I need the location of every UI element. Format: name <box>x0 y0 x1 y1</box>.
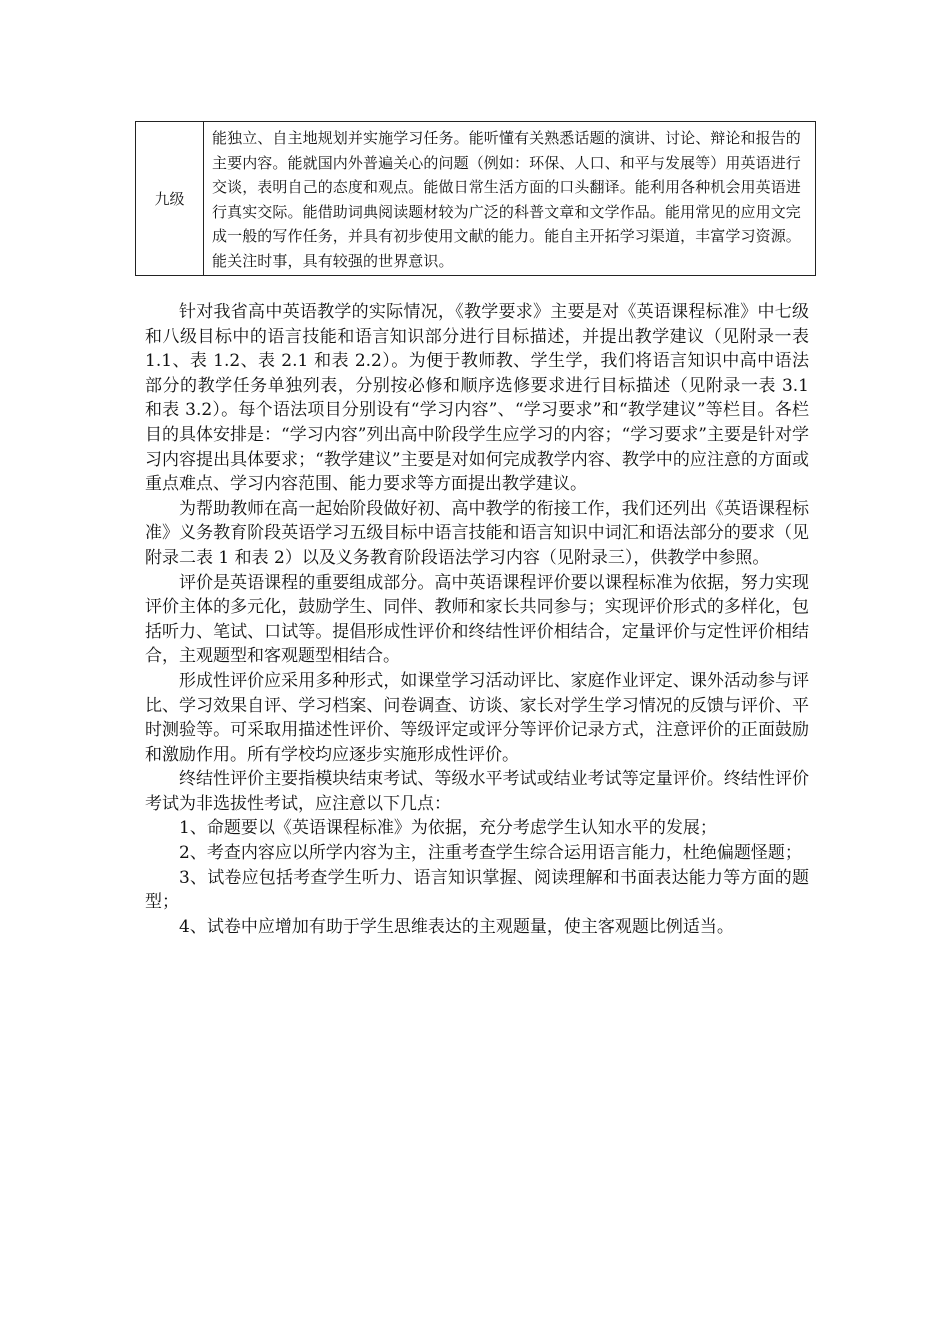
level-description-cell: 能独立、自主地规划并实施学习任务。能听懂有关熟悉话题的演讲、讨论、辩论和报告的主要内容。能就国内外普遍关心的问题（例如：环保、人口、和平与发展等）用英语进行交谈，表明自己的态度和观点。能做日常生活方面的口头翻译。能利用各种机会用英语进行真实交际。能借助词典阅读题材较为广泛的科普文章和文学作品。能用常见的应用文完成一般的写作任务，并具有初步使用文献的能力。能自主开拓学习渠道，丰富学习资源。能关注时事，具有较强的世界意识。 <box>204 122 816 276</box>
list-item: 2、考查内容应以所学内容为主，注重考查学生综合运用语言能力，杜绝偏题怪题； <box>179 843 802 864</box>
body-text <box>145 300 809 939</box>
paragraph-formative: 形成性评价应采用多种形式，如课堂学习活动评比、家庭作业评定、课外活动参与评比、学习效果自评、学习档案、问卷调查、访谈、家长对学生学习情况的反馈与评价、平时测验等。可采取用描述性评价、等级评定或评分等评价记录方式，注意评价的正面鼓励和激励作用。所有学校均应逐步实施形成性评价。 <box>145 670 809 765</box>
paragraph-transition: 为帮助教师在高一起始阶段做好初、高中教学的衔接工作，我们还列出《英语课程标准》义务教育阶段英语学习五级目标中语言技能和语言知识中词汇和语法部分的要求（见附录二表 1 和表 2）以及义务教育阶段语法学习内容（见附录三），供教学中参照。 <box>145 498 809 568</box>
list-item: 3、试卷应包括考查学生听力、语言知识掌握、阅读理解和书面表达能力等方面的题型； <box>145 867 809 913</box>
paragraph-summative: 终结性评价主要指模块结束考试、等级水平考试或结业考试等定量评价。终结性评价考试为非选拔性考试，应注意以下几点： <box>145 769 809 814</box>
level-goals-table <box>135 121 816 276</box>
paragraph-evaluation: 评价是英语课程的重要组成部分。高中英语课程评价要以课程标准为依据，努力实现评价主体的多元化，鼓励学生、同伴、教师和家长共同参与；实现评价形式的多样化，包括听力、笔试、口试等。提倡形成性评价和终结性评价相结合，定量评价与定性评价相结合，主观题型和客观题型相结合。 <box>145 572 809 667</box>
table-row <box>136 122 816 276</box>
paragraph-requirements: 针对我省高中英语教学的实际情况，《教学要求》主要是对《英语课程标准》中七级和八级目标中的语言技能和语言知识部分进行目标描述，并提出教学建议（见附录一表 1.1、表 1.2、表 2.1 和表 2.2）。为便于教师教、学生学，我们将语言知识中高中语法部分的教学任务单独列表，分别按必修和顺序选修要求进行目标描述（见附录一表 3.1 和表 3.2）。每个语法项目分别设有“学习内容”、“学习要求”和“教学建议”等栏目。各栏目的具体安排是：“学习内容”列出高中阶段学生应学习的内容；“学习要求”主要是针对学习内容提出具体要求；“教学建议”主要是对如何完成教学内容、教学中的应注意的方面或重点难点、学习内容范围、能力要求等方面提出教学建议。 <box>145 302 809 495</box>
list-item: 1、命题要以《英语课程标准》为依据，充分考虑学生认知水平的发展； <box>179 818 717 839</box>
level-label-cell: 九级 <box>136 122 204 276</box>
list-item: 4、试卷中应增加有助于学生思维表达的主观题量，使主客观题比例适当。 <box>179 916 734 937</box>
